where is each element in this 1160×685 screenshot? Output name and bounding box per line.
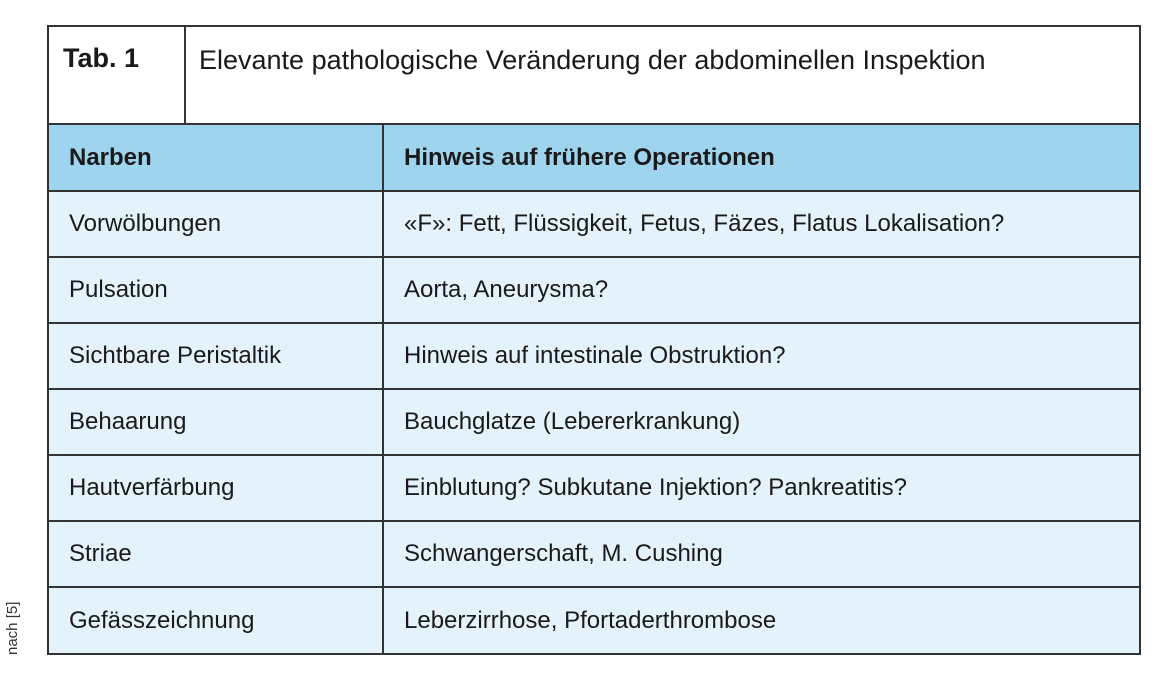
row-value: «F»: Fett, Flüssigkeit, Fetus, Fäzes, Flatus Lokalisation? [383, 191, 1139, 257]
table-label: Tab. 1 [49, 27, 186, 123]
source-note: nach [5] [4, 601, 21, 655]
table-row [49, 191, 1139, 257]
header-cell-narben: Narben [49, 125, 383, 191]
row-value: Bauchglatze (Lebererkrankung) [383, 389, 1139, 455]
table-caption [49, 27, 1139, 125]
row-value: Einblutung? Subkutane Injektion? Pankreatitis? [383, 455, 1139, 521]
table-row [49, 521, 1139, 587]
table-row [49, 389, 1139, 455]
table-title: Elevante pathologische Veränderung der abdominellen Inspektion [199, 45, 986, 75]
table-header-row [49, 125, 1139, 191]
header-cell-hinweis: Hinweis auf frühere Operationen [383, 125, 1139, 191]
row-label: Behaarung [49, 389, 383, 455]
row-label: Vorwölbungen [49, 191, 383, 257]
row-value: Hinweis auf intestinale Obstruktion? [383, 323, 1139, 389]
table-row [49, 323, 1139, 389]
row-label: Pulsation [49, 257, 383, 323]
row-label: Sichtbare Peristaltik [49, 323, 383, 389]
row-value: Aorta, Aneurysma? [383, 257, 1139, 323]
row-label: Striae [49, 521, 383, 587]
row-label: Hautverfärbung [49, 455, 383, 521]
row-value: Leberzirrhose, Pfortaderthrombose [383, 587, 1139, 653]
table-row [49, 257, 1139, 323]
table-row [49, 455, 1139, 521]
table-container [47, 25, 1141, 655]
table-row [49, 587, 1139, 653]
row-label: Gefässzeichnung [49, 587, 383, 653]
data-table [49, 125, 1139, 653]
row-value: Schwangerschaft, M. Cushing [383, 521, 1139, 587]
